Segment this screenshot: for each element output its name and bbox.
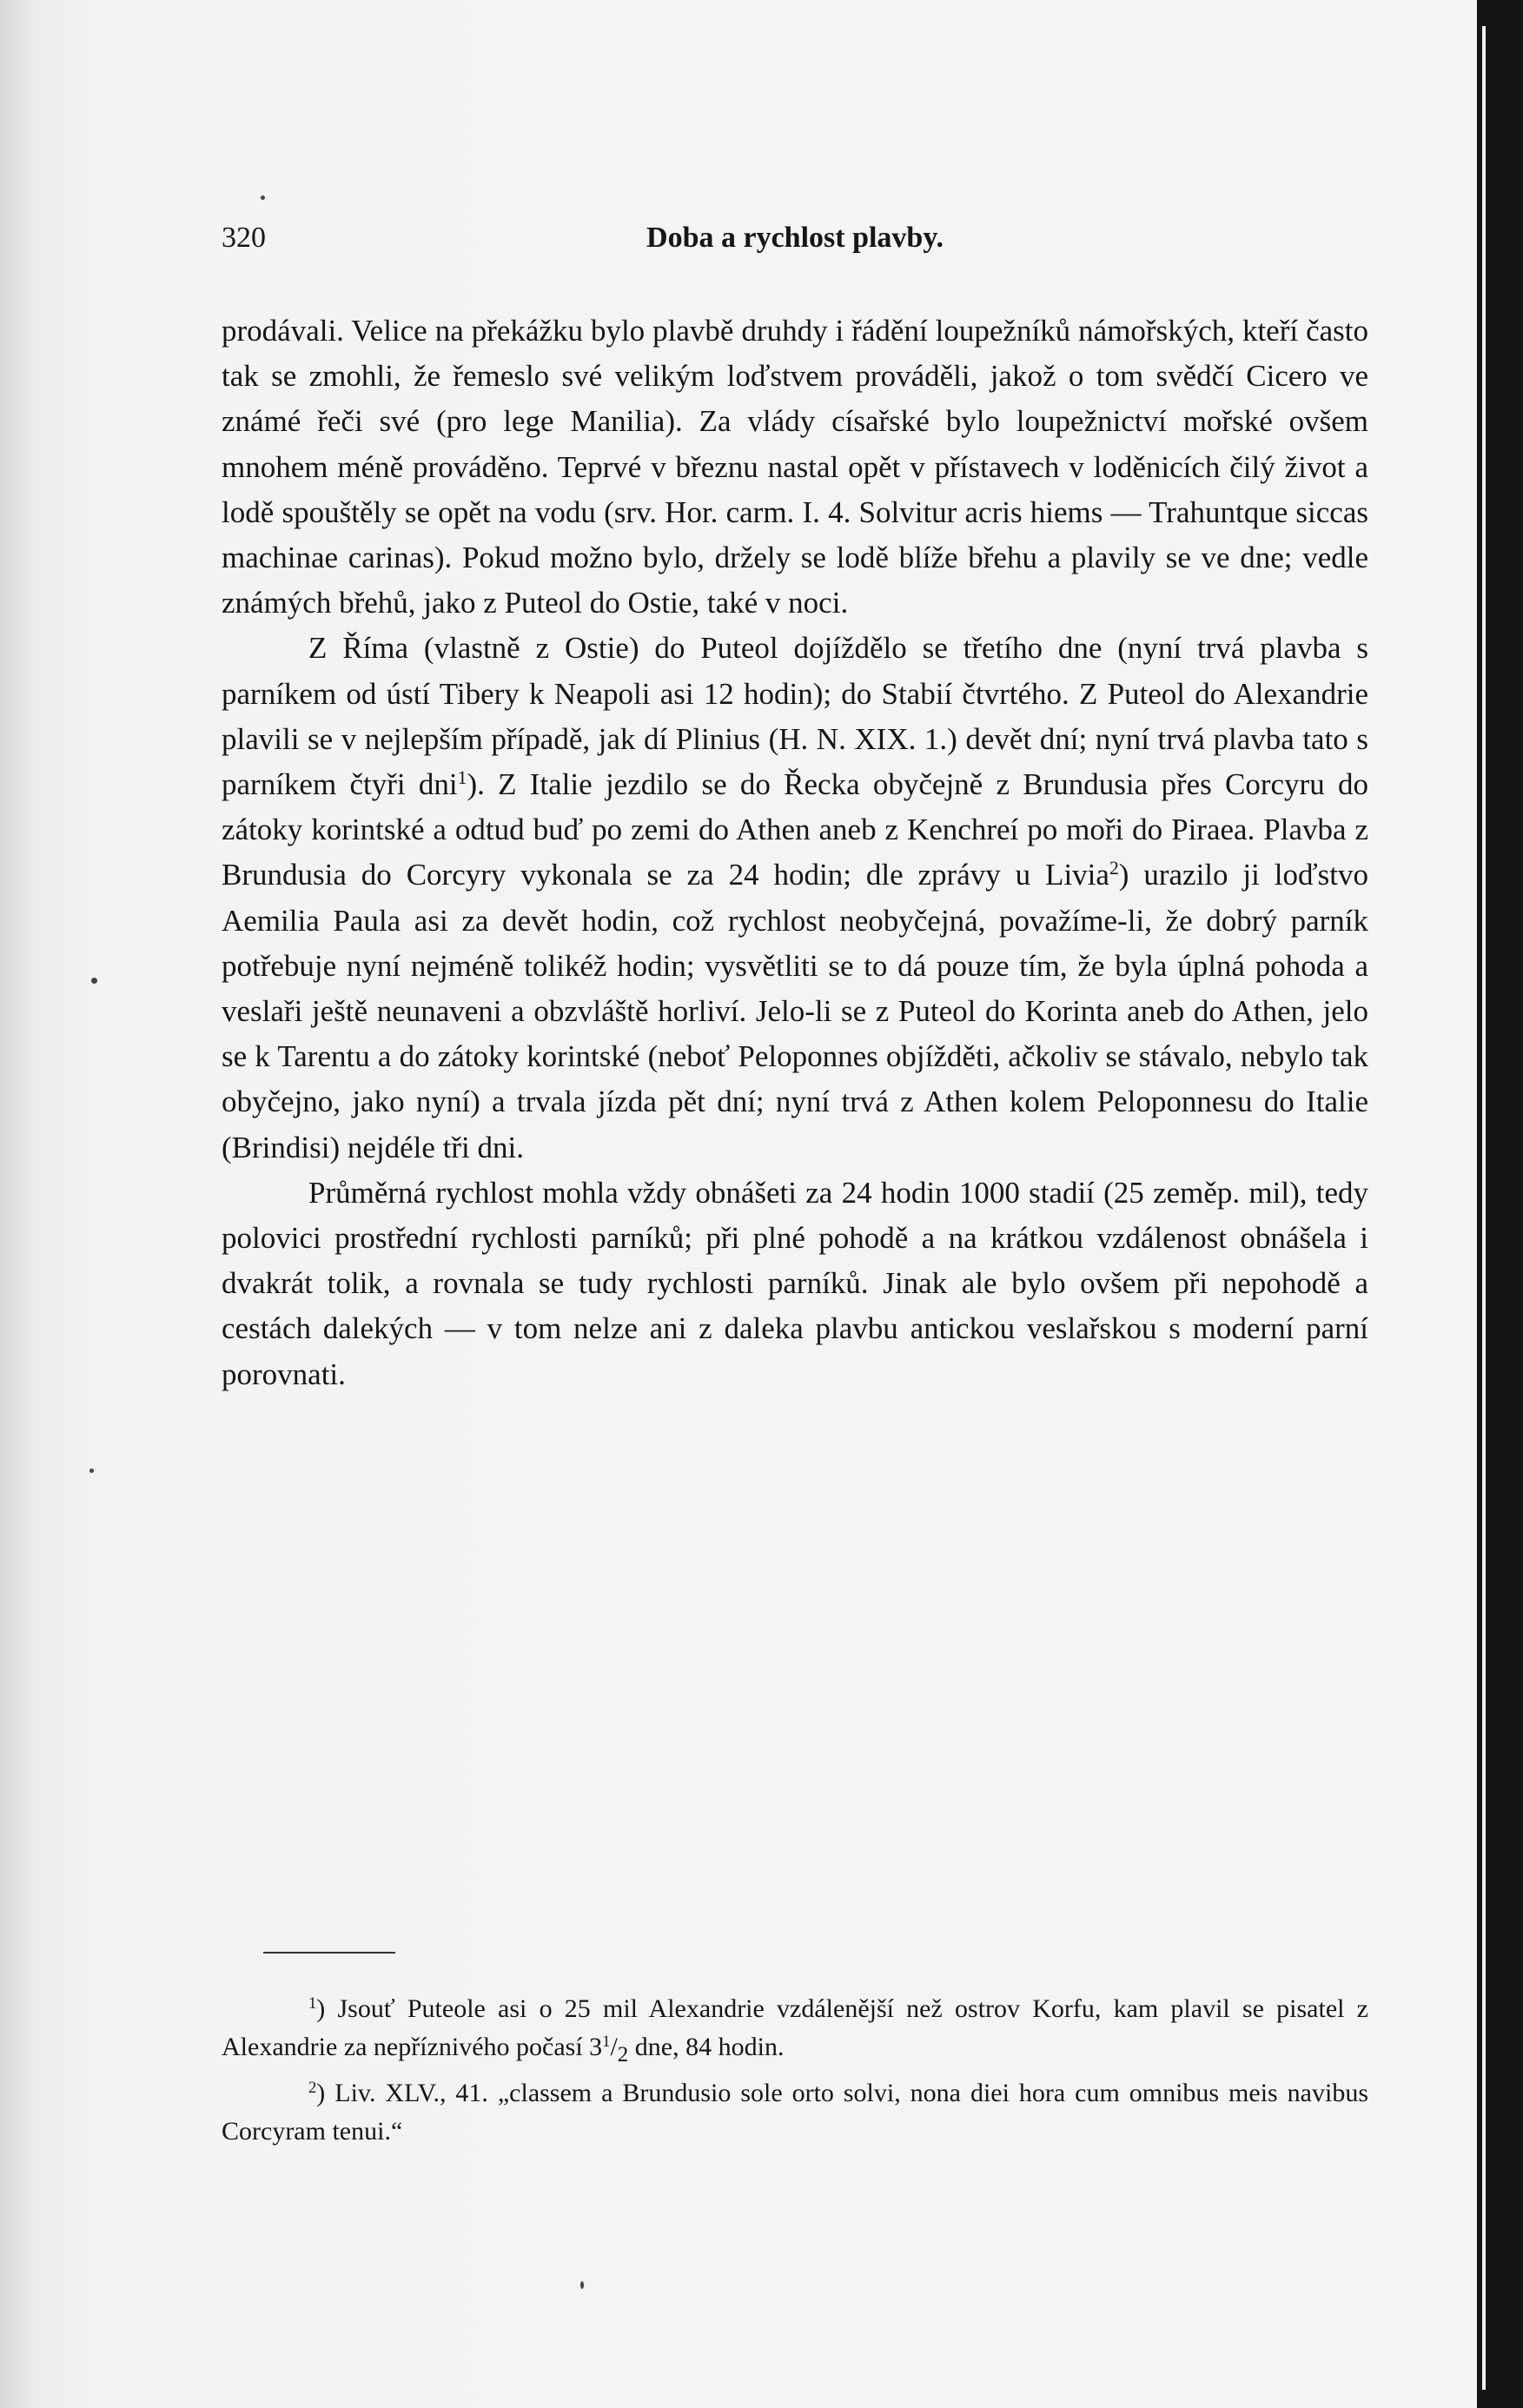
footnote-ref-2: 2 [1109,858,1119,879]
paragraph-2-part-3: ) urazilo ji loďstvo Aemilia Paula asi za devět hodin, což rychlost neobyčejná, považíme-li, že dobrý parník potřebuje nyní nejméně tolikéž hodin; vysvětliti se to dá pouze tím, že byla úplná pohoda a veslaři ještě neunaveni a obzvláště horliví. Jelo-li se z Puteol do Korinta aneb do Athen, jelo se k Tarentu a do zátoky korintské (neboť Peloponnes objížděti, ačkoliv se stávalo, nebylo tak obyčejno, jako nyní) a trvala jízda pět dní; nyní trvá z Athen kolem Peloponnesu do Italie (Brindisi) nejdéle tři dni. [222,858,1368,1164]
footnote-marker-2: 2 [308,2078,317,2097]
footnote-2-text: ) Liv. XLV., 41. „classem a Brundusio sole orto solvi, nona diei hora cum omnibus meis navibus Corcyram tenui.“ [222,2079,1368,2146]
footnote-marker-1: 1 [308,1993,317,2013]
page-number: 320 [222,222,266,254]
fraction-separator: / [610,2033,618,2061]
ink-speck [89,1469,94,1473]
body-text [222,308,1368,1397]
footnote-ref-1: 1 [457,767,467,789]
footnote-2 [222,2074,1368,2151]
paragraph-2-part-2: ). Z Italie jezdilo se do Řecka obyčejně z Brundusia přes Corcyru do zátoky korintské a odtud buď po zemi do Athen aneb z Kenchreí po moři do Piraea. Plavba z Brundusia do Corcyry vykonala se za 24 hodin; dle zprávy u Livia [222,767,1368,892]
fraction-numerator: 1 [602,2032,611,2051]
ink-speck [261,196,265,200]
paragraph-1: prodávali. Velice na překážku bylo plavbě druhdy i řádění loupežníků námořských, kteří často tak se zmohli, že řemeslo své velikým loďstvem prováděli, jakož o tom svědčí Cicero ve známé řeči své (pro lege Manilia). Za vlády císařské bylo loupežnictví mořské ovšem mnohem méně prováděno. Teprvé v březnu nastal opět v přístavech v loděnicích čilý život a lodě spouštěly se opět na vodu (srv. Hor. carm. I. 4. Solvitur acris hiems — Trahuntque siccas machinae carinas). Pokud možno bylo, držely se lodě blíže břehu a plavily se ve dne; vedle známých břehů, jako z Puteol do Ostie, také v noci. [222,314,1368,620]
ink-speck [580,2281,584,2289]
scan-binding-edge [1477,0,1523,2408]
paragraph-2 [222,626,1368,1170]
running-head [222,222,1368,265]
footnotes [222,1990,1368,2151]
footnote-1 [222,1990,1368,2074]
ink-speck [91,978,97,984]
paragraph-3: Průměrná rychlost mohla vždy obnášeti za 24 hodin 1000 stadií (25 zeměp. mil), tedy polovici prostřední rychlosti parníků; při plné pohodě a na krátkou vzdálenost obnášela i dvakrát tolik, a rovnala se tudy rychlosti parníků. Jinak ale bylo ovšem při nepohodě a cestách dalekých — v tom nelze ani z daleka plavbu antickou veslařskou s moderní parní porovnati. [222,1175,1368,1391]
paragraph-2-part-1: Z Říma (vlastně z Ostie) do Puteol dojíždělo se třetího dne (nyní trvá plavba s parníkem od ústí Tibery k Neapoli asi 12 hodin); do Stabií čtvrtého. Z Puteol do Alexandrie plavili se v nejlepším případě, jak dí Plinius (H. N. XIX. 1.) devět dní; nyní trvá plavba tato s parníkem čtyři dni [222,631,1368,802]
binding-line [1482,26,1486,2390]
footnote-separator [263,1952,395,1954]
footnote-1-text-after: dne, 84 hodin. [628,2033,785,2061]
running-title: Doba a rychlost plavby. [646,222,944,254]
footnote-1-text-before: ) Jsouť Puteole asi o 25 mil Alexandrie vzdálenější než ostrov Korfu, kam plavil se pisatel z Alexandrie za nepříznivého počasí 3 [222,1994,1368,2061]
fraction-denominator: 2 [617,2043,629,2066]
